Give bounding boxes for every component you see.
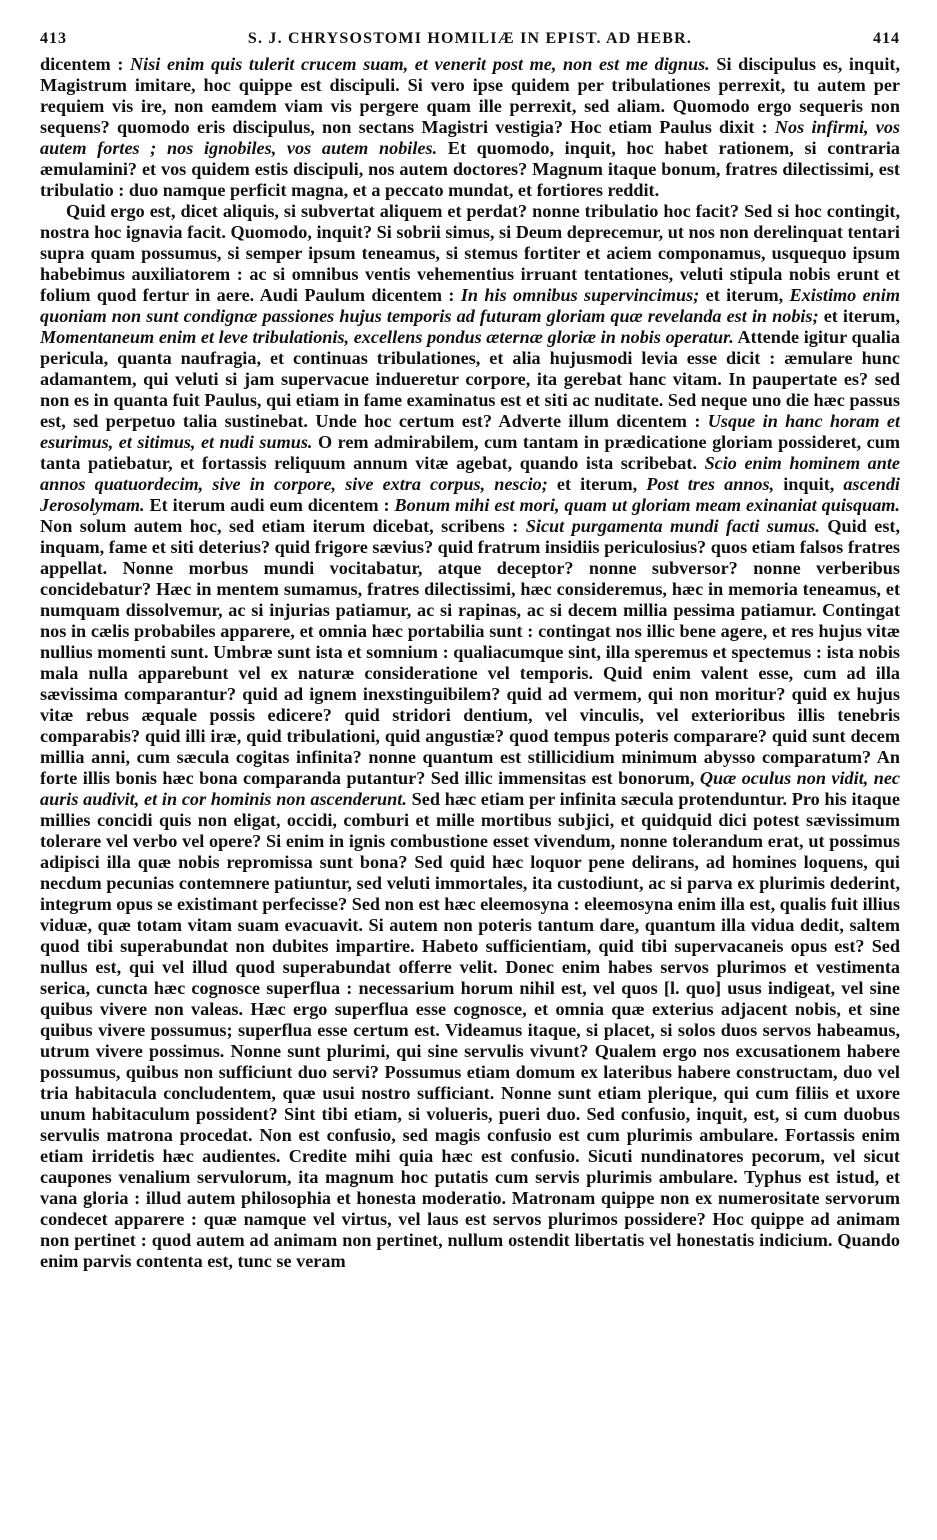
italic-quotation: Usque in hanc horam et esurimus, et sitimus, et nudi sumus. xyxy=(40,411,900,452)
italic-quotation: Scio enim hominem ante annos quatuordecim, sive in corpore, sive extra corpus, nescio; xyxy=(40,453,900,494)
text-run: et iterum, xyxy=(699,285,790,305)
page xyxy=(40,30,900,1535)
italic-quotation: Sicut purgamenta mundi facti sumus. xyxy=(525,516,820,536)
text-run: Quid est, inquam, fame et siti deterius? quid frigore sævius? quid fratrum insidiis periculosius? quos etiam falsos fratres appellat. Nonne morbus mundi vocitabatur, atque deceptor? nonne subversor? nonne verberibus concidebatur? Hæc in mentem sumamus, fratres dilectissimi, hæc consideremus, hæc in memoria teneamus, et numquam dissolvemur, ac si injurias patiamur, ac si rapinas, ac si decem millia pessima patiamur. Contingat nos in cælis probabiles apparere, et omnia hæc portabilia sunt : contingat nos illic bene agere, et res hujus vitæ nullius momenti sunt. Umbræ sunt ista et somnium : qualiacumque sint, illa speremus et spectemus : ista nobis mala nulla apparebunt vel ex naturæ consideratione vel temporis. Quid enim valent esse, cum ad illa sævissima comparantur? quid ad ignem inexstinguibilem? quid ad vermem, qui non moritur? quid ex hujus vitæ rebus æquale possis edicere? quid stridori dentium, vel vinculis, vel exterioribus illis tenebris comparabis? quid illi iræ, quid tribulationi, quid angustiæ? quod tempus poteris comparare? quid sunt decem millia anni, cum sæcula cogitas infinita? nonne quantum est stillicidium minimum abysso comparatum? An forte illis bonis hæc bona comparanda putantur? Sed illic immensitas est bonorum, xyxy=(40,516,900,788)
text-run: dicentem : xyxy=(40,54,131,74)
text-run: Et quomodo, inquit, hoc habet rationem, si contraria æmulamini? et vos quidem estis discipuli, nos autem doctores? Magnum itaque bonum, fratres dilectissimi, est tribulatio : duo namque perficit magna, et a peccato mundat, et fortiores reddit. xyxy=(40,138,900,200)
text-run: Et iterum audi eum dicentem : xyxy=(144,495,395,515)
paragraph xyxy=(40,201,900,1272)
body-text xyxy=(40,54,900,1272)
italic-quotation: In his omnibus supervincimus; xyxy=(460,285,700,305)
italic-quotation: Bonum mihi est mori, quam ut gloriam meam exinaniat quisquam. xyxy=(394,495,900,515)
text-run: Sed hæc etiam per infinita sæcula protenduntur. Pro his itaque millies concidi quis non eligat, occidi, comburi et mille mortibus subjici, et quidquid dici potest sævissimum tolerare vel verbo vel opere? Si enim in ignis combustione esset vivendum, nonne tolerandum erat, ut possimus adipisci illa quæ nobis repromissa sunt bona? Sed quid hæc loquor pene delirans, ad homines loquens, qui necdum pecunias contemnere patiuntur, sed veluti immortales, ita custodiunt, ac si parva ex plurimis dederint, integrum opus se existimant perfecisse? Sed non est hæc eleemosyna : eleemosyna enim illa est, qualis fuit illius viduæ, quæ totam vitam suam evacuavit. Si autem non poteris tantum dare, quantum illa vidua dedit, saltem quod tibi superabundat non dubites impartire. Habeto sufficientiam, quid tibi supervacaneis opus est? Sed nullus est, qui vel illud quod superabundat offerre velit. Donec enim habes servos plurimos et vestimenta serica, cuncta hæc cognosce superflua : necessarium horum nihil est, vel quos [l. quo] usus indigeat, vel sine quibus vivere non valeas. Hæc ergo superflua esse cognosce, et omnia quæ exterius adjacent nobis, et sine quibus vivere possumus; superflua esse certum est. Videamus itaque, si placet, si solos duos servos habeamus, utrum vivere possimus. Nonne sunt plurimi, qui sine servulis vivunt? Qualem ergo nos excusationem habere possumus, quibus non sufficiunt duo servi? Possumus etiam domum ex lateribus habere constructam, duo vel tria habitacula concludentem, quæ usui nostro sufficiant. Nonne sunt etiam plerique, qui cum filiis et uxore unum habitaculum possident? Sint tibi etiam, si volueris, pueri duo. Sed confusio, inquit, est, si cum duobus servulis matrona procedat. Non est confusio, sed magis confusio est cum plurimis ambulare. Fortassis enim etiam irridetis hæc audientes. Credite mihi quia hæc est confusio. Sicuti nundinatores pecorum, vel sicut caupones venalium servulorum, ita magnum hoc putatis cum servis plurimis ambulare. Typhus est istud, et vana gloria : illud autem philosophia et honesta moderatio. Matronam quippe non ex numerositate servorum condecet apparere : quæ namque vel virtus, vel laus est servos plurimos possidere? Hoc quippe ad animam non pertinet : quod autem ad animam non pertinet, nullum ostendit libertatis vel honestatis indicium. Quando enim parvis contenta est, tunc se veram xyxy=(40,789,900,1271)
running-header xyxy=(40,30,900,52)
left-page-number: 413 xyxy=(40,30,67,47)
text-run: Non solum autem hoc, sed etiam iterum dicebat, scribens : xyxy=(40,516,526,536)
text-run: inquit, xyxy=(774,474,844,494)
italic-quotation: Existimo enim quoniam non sunt condignæ passiones hujus temporis ad futuram gloriam quæ revelanda est in nobis; xyxy=(40,285,900,326)
text-run: et iterum, xyxy=(818,306,900,326)
italic-quotation: ascendi Jerosolymam. xyxy=(40,474,900,515)
paragraph xyxy=(40,54,900,201)
right-page-number: 414 xyxy=(872,30,900,47)
italic-quotation: Nisi enim quis tulerit crucem suam, et venerit post me, non est me dignus. xyxy=(130,54,710,74)
text-run: et iterum, xyxy=(547,474,647,494)
text-run: Si discipulus es, inquit, Magistrum imitare, hoc quippe est discipuli. Si vero ipse quidem per tribulationes perrexit, tu autem per requiem vis ire, non eamdem viam vis pergere quam ille perrexit, sed aliam. Quomodo ergo sequeris non sequens? quomodo eris discipulus, non sectans Magistri vestigia? Hoc etiam Paulus dixit : xyxy=(40,54,900,137)
text-run: O rem admirabilem, cum tantam in prædicatione gloriam possideret, cum tanta patiebatur, et fortassis reliquum annum vitæ agebat, quando ista scribebat. xyxy=(40,432,900,473)
italic-quotation: Quæ oculus non vidit, nec auris audivit, et in cor hominis non ascenderunt. xyxy=(40,768,900,809)
text-run: Attende igitur qualia pericula, quanta naufragia, et continuas tribulationes, et alia hujusmodi levia esse dicit : æmulare hunc adamantem, qui veluti si jam supervacue indueretur corpore, ita gerebat hanc vitam. In paupertate es? sed non es in quanta fuit Paulus, qui etiam in fame examinatus est et siti ac nuditate. Sed neque uno die hæc passus est, sed perpetuo talia sustinebat. Unde hoc certum est? Adverte illum dicentem : xyxy=(40,327,900,431)
italic-quotation: Post tres annos, xyxy=(646,474,775,494)
italic-quotation: Nos infirmi, vos autem fortes ; nos ignobiles, vos autem nobiles. xyxy=(40,117,900,158)
italic-quotation: Momentaneum enim et leve tribulationis, excellens pondus æternæ gloriæ in nobis operatur. xyxy=(40,327,734,347)
running-title: S. J. CHRYSOSTOMI HOMILIÆ IN EPIST. AD HEBR. xyxy=(247,30,693,47)
text-run: Quid ergo est, dicet aliquis, si subvertat aliquem et perdat? nonne tribulatio hoc facit? Sed si hoc contingit, nostra hoc ignavia facit. Quomodo, inquit? Si sobrii simus, si Deum deprecemur, ut nos non derelinquat tentari supra quam possumus, si semper ipsum teneamus, si stemus fortiter et aciem componamus, usquequo ipsum habebimus auxiliatorem : ac si omnibus ventis vehementius irruant tentationes, veluti stipula nobis erunt et folium quod fertur in aere. Audi Paulum dicentem : xyxy=(40,201,900,305)
